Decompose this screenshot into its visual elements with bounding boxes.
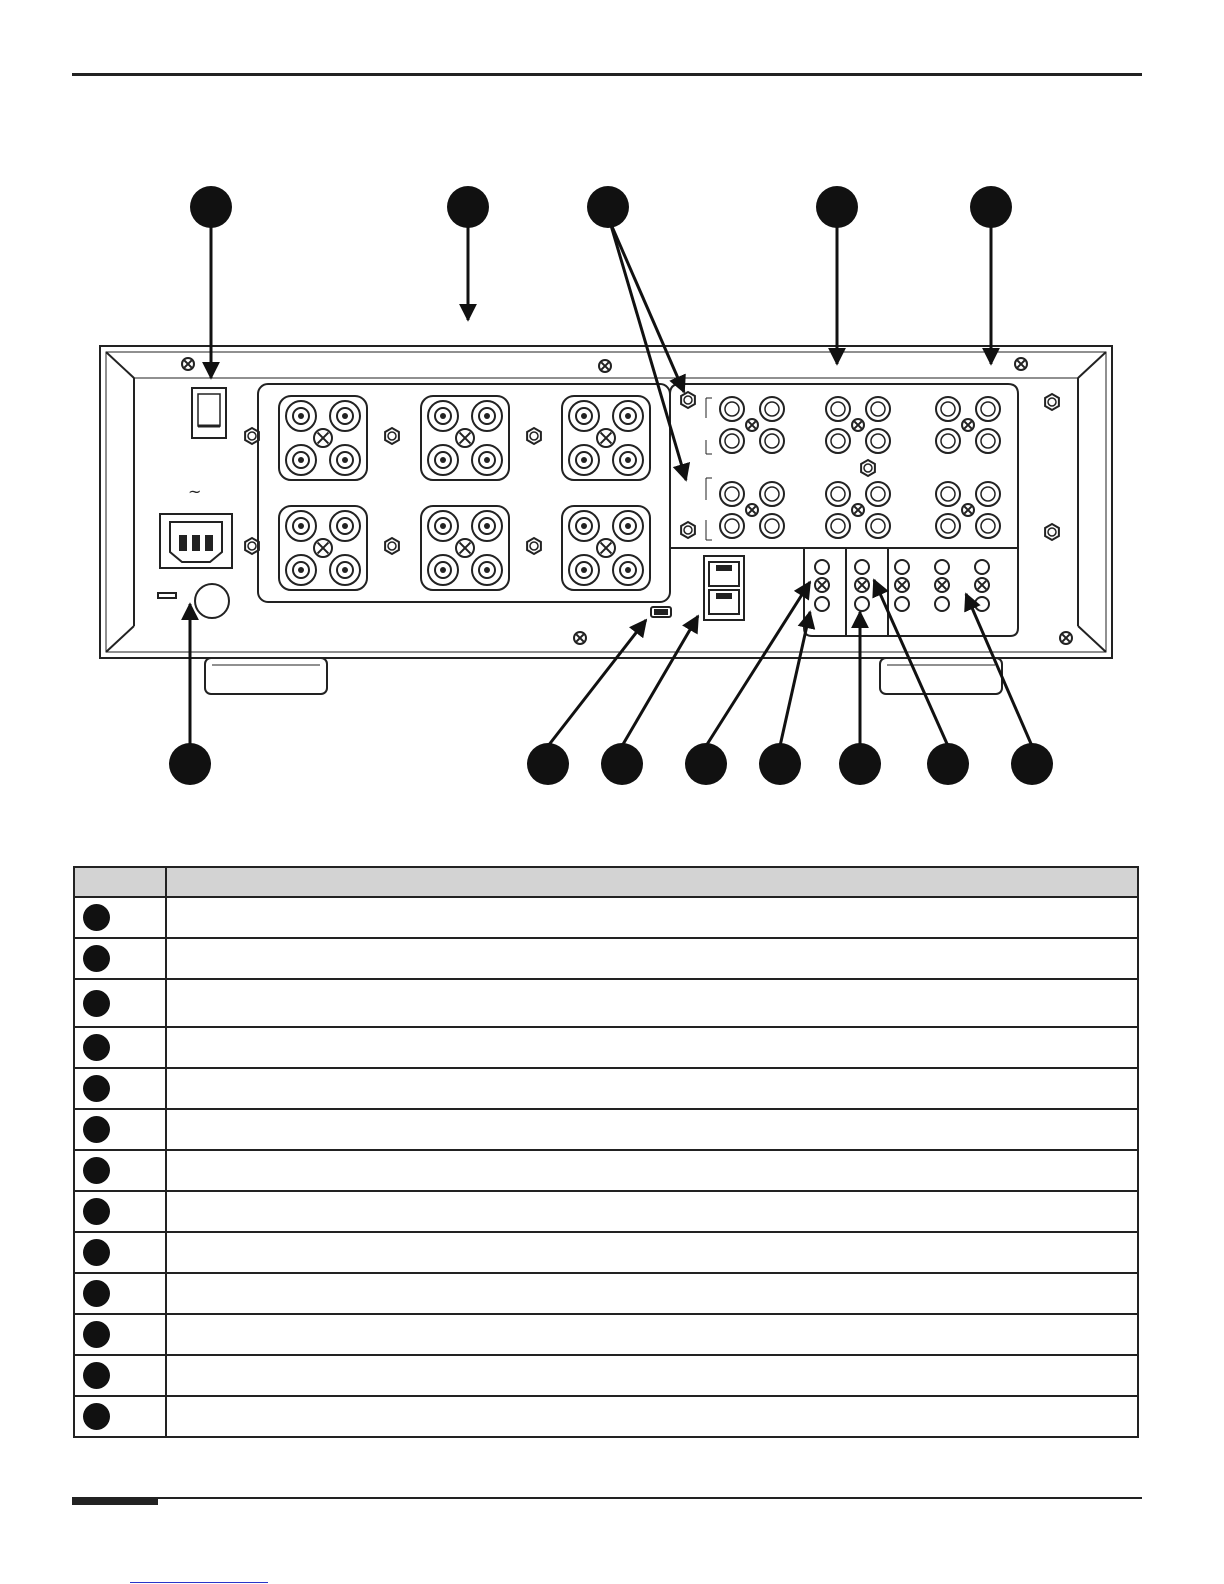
parts-table xyxy=(73,866,1139,1438)
callout-dot xyxy=(83,1239,110,1266)
callout-dot xyxy=(169,743,211,785)
row-number-cell xyxy=(74,1273,166,1314)
screw xyxy=(599,360,611,372)
row-number-cell xyxy=(74,1191,166,1232)
table-row xyxy=(74,1191,1138,1232)
row-number-cell xyxy=(74,1355,166,1396)
callout-dot xyxy=(83,1198,110,1225)
row-description-cell xyxy=(166,1273,1138,1314)
table-row xyxy=(74,938,1138,979)
table-row xyxy=(74,1314,1138,1355)
row-description-cell xyxy=(166,979,1138,1027)
callout-dot xyxy=(447,186,489,228)
hex-nut xyxy=(681,392,695,408)
jack-column xyxy=(935,560,949,611)
row-description-cell xyxy=(166,1068,1138,1109)
screw xyxy=(1015,358,1027,370)
hex-nut xyxy=(245,538,259,554)
fuse-holder xyxy=(158,584,229,618)
row-number-cell xyxy=(74,1232,166,1273)
screw xyxy=(574,632,586,644)
speaker-terminal-group xyxy=(279,396,367,480)
callout-dot xyxy=(190,186,232,228)
table-row xyxy=(74,1396,1138,1437)
speaker-terminal-group xyxy=(421,506,509,590)
hex-nut xyxy=(385,538,399,554)
callout-dot xyxy=(83,1362,110,1389)
row-number-cell xyxy=(74,897,166,938)
ac-symbol: ~ xyxy=(188,482,202,501)
table-row xyxy=(74,1273,1138,1314)
page-tab xyxy=(72,1497,158,1505)
callout-dot xyxy=(83,1116,110,1143)
power-switch xyxy=(192,388,226,438)
table-row xyxy=(74,897,1138,938)
callout-dot xyxy=(83,1280,110,1307)
callout-dot xyxy=(970,186,1012,228)
callout-dots xyxy=(169,186,1053,785)
callout-dot xyxy=(83,945,110,972)
callout-dot xyxy=(816,186,858,228)
footer-link-underline xyxy=(130,1582,268,1583)
rca-jack-groups xyxy=(720,397,1000,538)
speaker-terminal-panel xyxy=(258,384,670,602)
row-description-cell xyxy=(166,1150,1138,1191)
hex-nut xyxy=(681,522,695,538)
rca-jack-group xyxy=(936,397,1000,453)
callout-dot xyxy=(1011,743,1053,785)
hex-nut xyxy=(527,428,541,444)
speaker-terminal-group xyxy=(421,396,509,480)
table-row xyxy=(74,1232,1138,1273)
speaker-terminal-group xyxy=(279,506,367,590)
rca-jack-group xyxy=(936,482,1000,538)
rca-jack-group xyxy=(826,482,890,538)
row-number-cell xyxy=(74,1109,166,1150)
hex-nut xyxy=(245,428,259,444)
usb-port xyxy=(651,607,671,617)
row-number-cell xyxy=(74,1396,166,1437)
table-row xyxy=(74,1150,1138,1191)
row-description-cell xyxy=(166,1355,1138,1396)
jack-column xyxy=(815,560,829,611)
rca-jack-group xyxy=(720,482,784,538)
header-description xyxy=(166,867,1138,897)
row-description-cell xyxy=(166,1027,1138,1068)
speaker-terminal-group xyxy=(562,506,650,590)
callout-dot xyxy=(83,1403,110,1430)
callout-dot xyxy=(927,743,969,785)
hex-nut xyxy=(1045,524,1059,540)
table-row xyxy=(74,1109,1138,1150)
row-description-cell xyxy=(166,1314,1138,1355)
hex-nut xyxy=(385,428,399,444)
callout-dot xyxy=(83,904,110,931)
ac-inlet xyxy=(160,514,232,568)
table-row xyxy=(74,979,1138,1027)
bottom-rule xyxy=(72,1497,1142,1499)
row-description-cell xyxy=(166,1109,1138,1150)
callout-dot xyxy=(685,743,727,785)
row-description-cell xyxy=(166,897,1138,938)
callout-dot xyxy=(83,1075,110,1102)
callout-arrows xyxy=(190,222,1032,746)
hex-nut xyxy=(861,460,875,476)
jack-column xyxy=(975,560,989,611)
table-header-row xyxy=(74,867,1138,897)
rca-jack-group xyxy=(826,397,890,453)
callout-dot xyxy=(83,1157,110,1184)
callout-dot xyxy=(839,743,881,785)
screw xyxy=(182,358,194,370)
speaker-terminal-group xyxy=(562,396,650,480)
row-description-cell xyxy=(166,1191,1138,1232)
row-description-cell xyxy=(166,1396,1138,1437)
row-number-cell xyxy=(74,1314,166,1355)
row-description-cell xyxy=(166,938,1138,979)
row-number-cell xyxy=(74,1150,166,1191)
header-number xyxy=(74,867,166,897)
row-number-cell xyxy=(74,1068,166,1109)
table-row xyxy=(74,1355,1138,1396)
callout-dot xyxy=(587,186,629,228)
callout-dot xyxy=(83,1321,110,1348)
table-row xyxy=(74,1068,1138,1109)
rca-jack-group xyxy=(720,397,784,453)
speaker-terminal-groups xyxy=(279,396,650,590)
screw xyxy=(1060,632,1072,644)
callout-dot xyxy=(83,1034,110,1061)
jack-column xyxy=(895,560,909,611)
row-number-cell xyxy=(74,1027,166,1068)
table-row xyxy=(74,1027,1138,1068)
callout-dot xyxy=(601,743,643,785)
callout-dot xyxy=(527,743,569,785)
small-jack-columns xyxy=(815,560,989,611)
row-number-cell xyxy=(74,938,166,979)
hex-nut xyxy=(527,538,541,554)
callout-dot xyxy=(83,990,110,1017)
network-ports xyxy=(704,556,744,620)
hex-nut xyxy=(1045,394,1059,410)
jack-column xyxy=(855,560,869,611)
row-number-cell xyxy=(74,979,166,1027)
callout-dot xyxy=(759,743,801,785)
row-description-cell xyxy=(166,1232,1138,1273)
chassis xyxy=(100,346,1112,658)
